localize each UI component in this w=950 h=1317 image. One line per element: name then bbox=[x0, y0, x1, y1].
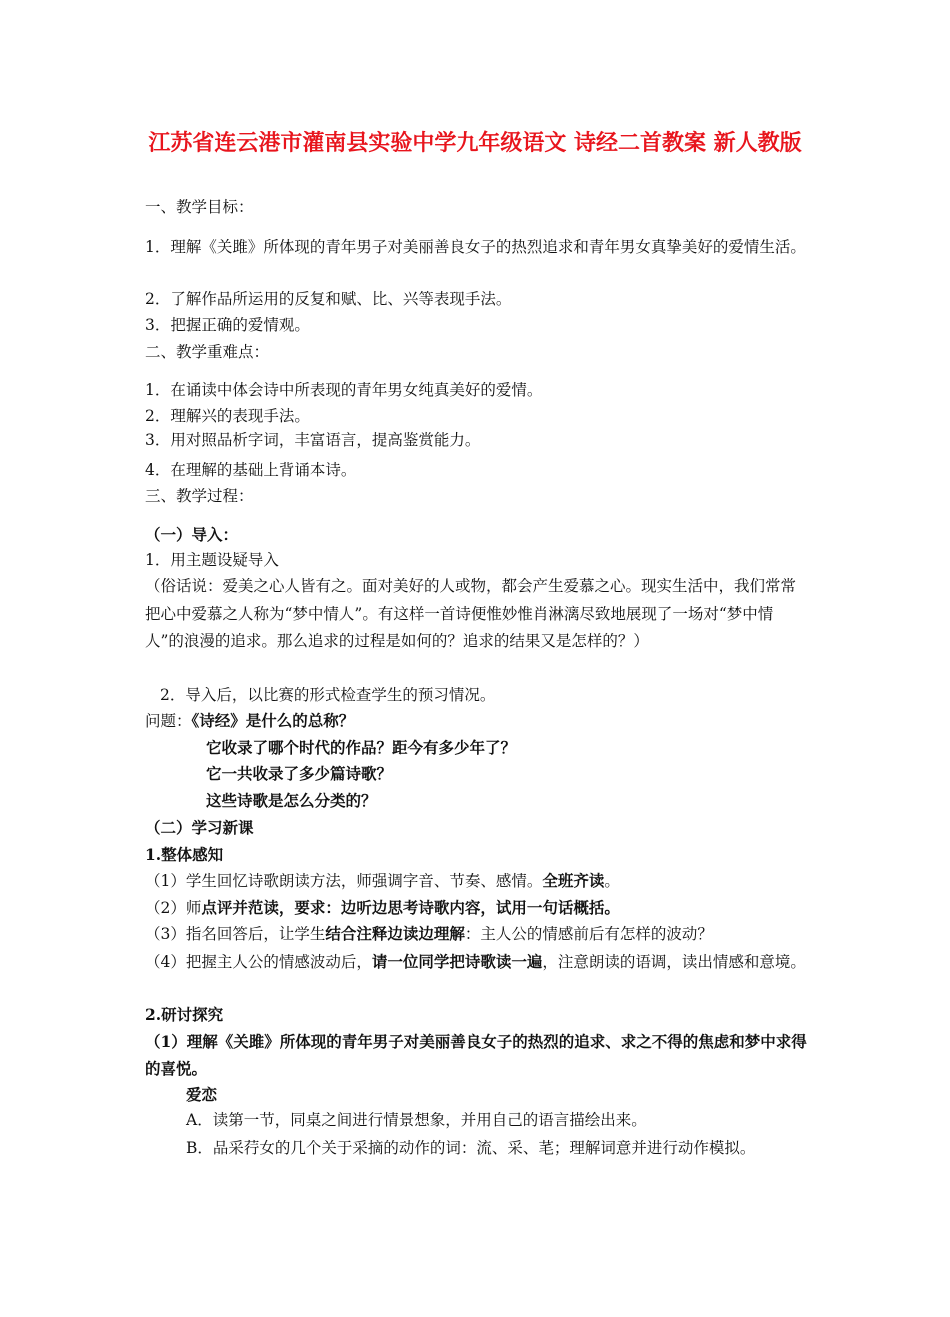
perception-step-2-text: （2）师 bbox=[145, 899, 202, 917]
intro-paragraph: （俗话说：爱美之心人皆有之。面对美好的人或物，都会产生爱慕之心。现实生活中，我们常常把心中爱慕之人称为“梦中情人”。有这样一首诗便惟妙惟肖淋漓尽致地展现了一场对“梦中情人”的浪漫的追求。那么追求的过程是如何的？追求的结果又是怎样的？） bbox=[145, 577, 797, 650]
perception-step-3-bold: 结合注释边读边理解 bbox=[325, 924, 465, 943]
perception-step-3 bbox=[145, 921, 810, 947]
subsection-discussion: 2.研讨探究 bbox=[145, 1005, 224, 1024]
discussion-item-b: B．品采荇女的几个关于采摘的动作的词：流、采、芼；理解词意并进行动作模拟。 bbox=[186, 1139, 756, 1157]
question-4: 这些诗歌是怎么分类的？ bbox=[206, 791, 377, 810]
perception-step-3-text: （3）指名回答后，让学生 bbox=[145, 925, 326, 943]
goal-item-3: 3．把握正确的爱情观。 bbox=[145, 316, 310, 334]
document-title: 江苏省连云港市灌南县实验中学九年级语文 诗经二首教案 新人教版 bbox=[148, 130, 802, 156]
intro-item-2: 2．导入后，以比赛的形式检查学生的预习情况。 bbox=[160, 686, 496, 704]
discussion-item-a: A．读第一节，同桌之间进行情景想象，并用自己的语言描绘出来。 bbox=[186, 1111, 647, 1129]
section-heading-process: 三、教学过程： bbox=[145, 487, 254, 505]
perception-step-4-bold: 请一位同学把诗歌读一遍 bbox=[371, 952, 543, 971]
perception-step-3-end: ：主人公的情感前后有怎样的波动？ bbox=[464, 925, 713, 943]
question-1: 《诗经》是什么的总称？ bbox=[191, 711, 355, 730]
question-row-1 bbox=[145, 708, 810, 734]
question-3: 它一共收录了多少篇诗歌？ bbox=[206, 764, 393, 783]
perception-step-1-bold: 全班齐读 bbox=[542, 871, 605, 890]
key-point-3: 3．用对照品析字词，丰富语言，提高鉴赏能力。 bbox=[145, 431, 481, 449]
perception-step-4-end: ，注意朗读的语调，读出情感和意境。 bbox=[542, 953, 806, 971]
question-2: 它收录了哪个时代的作品？距今有多少年了？ bbox=[206, 738, 517, 757]
key-point-1: 1．在诵读中体会诗中所表现的青年男女纯真美好的爱情。 bbox=[145, 381, 543, 399]
goal-item-2: 2．了解作品所运用的反复和赋、比、兴等表现手法。 bbox=[145, 290, 512, 308]
goal-item-1: 1．理解《关雎》所体现的青年男子对美丽善良女子的热烈追求和青年男女真挚美好的爱情生活。 bbox=[145, 238, 806, 256]
step-heading-new-lesson: （二）学习新课 bbox=[145, 818, 254, 837]
question-label: 问题： bbox=[145, 712, 192, 730]
discussion-item-1: （1）理解《关雎》所体现的青年男子对美丽善良女子的热烈的追求、求之不得的焦虑和梦中求得的喜悦。 bbox=[145, 1032, 807, 1078]
perception-step-4 bbox=[145, 948, 810, 976]
step-heading-intro: （一）导入： bbox=[145, 525, 239, 544]
intro-item-1: 1．用主题设疑导入 bbox=[145, 551, 279, 569]
subsection-overall-perception: 1.整体感知 bbox=[145, 845, 224, 864]
section-heading-key-points: 二、教学重难点： bbox=[145, 343, 270, 361]
perception-step-1-text: （1）学生回忆诗歌朗读方法，师强调字音、节奏、感情。 bbox=[145, 872, 543, 890]
perception-step-4-text: （4）把握主人公的情感波动后， bbox=[145, 953, 372, 971]
key-point-2: 2．理解兴的表现手法。 bbox=[145, 407, 310, 425]
perception-step-1-end: 。 bbox=[604, 872, 620, 890]
perception-step-1 bbox=[145, 868, 810, 894]
perception-step-2 bbox=[145, 895, 810, 921]
perception-step-2-bold: 点评并范读，要求：边听边思考诗歌内容，试用一句话概括。 bbox=[201, 898, 620, 917]
key-point-4: 4．在理解的基础上背诵本诗。 bbox=[145, 461, 357, 479]
section-heading-goals: 一、教学目标： bbox=[145, 198, 254, 216]
discussion-subheading: 爱恋 bbox=[186, 1085, 218, 1104]
